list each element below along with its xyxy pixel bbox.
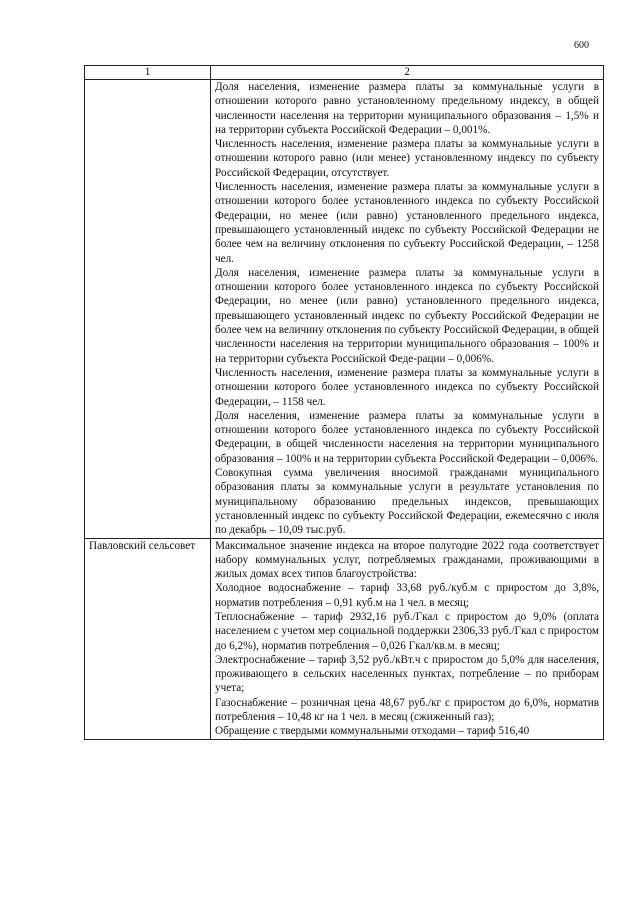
column-header-2: 2 (211, 66, 604, 80)
paragraph: Газоснабжение – розничная цена 48,67 руб./кг с приростом до 6,0%, норматив потребления – 10,48 кг на 1 чел. в месяц (сжиженный газ); (215, 696, 599, 724)
paragraph: Обращение с твердыми коммунальными отходами – тариф 516,40 (215, 725, 530, 738)
paragraph: Максимальное значение индекса на второе полугодие 2022 года соответствует набору коммунальных услуг, потребляемых гражданами, проживающими в жилых домах всех типов благоустройства: (215, 539, 599, 581)
paragraph: Совокупная сумма увеличения вносимой гражданами муниципального образования платы за коммунальные услуги в результате установления по муниципальному образованию предельных индексов, превышающих установленный индекс по субъекту Российской Федерации, ежемесячно с июля по декабрь – 10,09 тыс.руб. (215, 467, 599, 537)
paragraph: Холодное водоснабжение – тариф 33,68 руб./куб.м с приростом до 3,8%, норматив потребления – 0,91 куб.м на 1 чел. в месяц; (215, 582, 599, 609)
table-header-row (85, 66, 604, 80)
paragraph: Доля населения, изменение размера платы за коммунальные услуги в отношении которого равно установленному предельному индексу, в общей численности населения на территории муниципального образования – 1,5% и на территории субъекта Российской Федерации – 0,001%. (215, 81, 599, 136)
region-name-cell (85, 80, 211, 539)
table-row (85, 80, 604, 539)
paragraph: Численность населения, изменение размера платы за коммунальные услуги в отношении которого более установленного индекса по субъекту Российской Федерации, но менее (или равно) установленного предельного индекса, превышающего установленный индекс по субъекту Российской Федерации не более чем на величину отклонения по субъекту Российской Федерации, – 1258 чел. (215, 181, 599, 265)
column-header-1: 1 (85, 66, 211, 80)
paragraph: Электроснабжение – тариф 3,52 руб./кВт.ч с приростом до 5,0% для населения, проживающего в сельских населенных пунктах, потребление – по приборам учета; (215, 653, 599, 695)
paragraph: Доля населения, изменение размера платы за коммунальные услуги в отношении которого более установленного индекса по субъекту Российской Федерации, в общей численности населения на территории муниципального образования – 100% и на территории субъекта Российской Федерации – 0,006%. (215, 409, 599, 465)
data-table (84, 65, 604, 740)
description-cell (211, 538, 604, 739)
table-row (85, 538, 604, 739)
page-number: 600 (574, 40, 589, 51)
region-name-cell: Павловский сельсовет (85, 538, 211, 739)
paragraph: Численность населения, изменение размера платы за коммунальные услуги в отношении которого равно (или менее) установленному индексу по субъекту Российской Федерации, отсутствует. (215, 138, 599, 179)
paragraph: Доля населения, изменение размера платы за коммунальные услуги в отношении которого более установленного индекса по субъекту Российской Федерации, но менее (или равно) установленного предельного индекса, превышающего установленный индекс по субъекту Российской Федерации не более чем на величину отклонения по субъекту Российской Федерации, в общей численности населения на территории муниципального образования – 100% и на территории субъекта Российской Феде-рации – 0,006%. (215, 266, 599, 365)
paragraph: Теплоснабжение – тариф 2932,16 руб./Гкал с приростом до 9,0% (оплата населением с учетом мер социальной поддержки 2306,33 руб./Гкал с приростом до 6,2%), норматив потребления – 0,026 Гкал/кв.м. в месяц; (215, 610, 599, 652)
description-cell (211, 80, 604, 539)
paragraph: Численность населения, изменение размера платы за коммунальные услуги в отношении которого более установленного индекса по субъекту Российской Федерации, – 1158 чел. (215, 366, 599, 408)
